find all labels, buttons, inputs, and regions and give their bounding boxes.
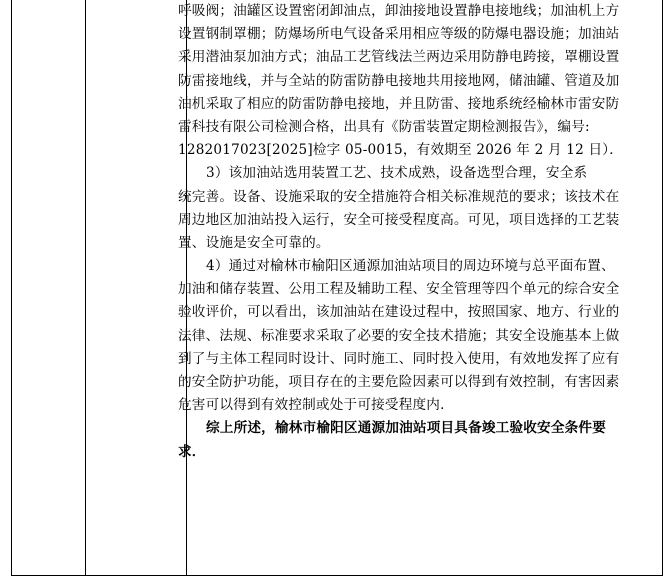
- text-line: 统完善。设备、设施采取的安全措施符合相关标准规范的要求；该技术在: [178, 188, 620, 205]
- text-line: 危害可以得到有效控制或处于可接受程度内．: [178, 397, 454, 414]
- conclusion-text: [178, 0, 658, 464]
- column-divider-1: [85, 0, 86, 576]
- text-line: 防雷接地线，并与全站的防雷防静电接地共用接地网，储油罐、管道及加: [178, 72, 620, 89]
- text-line: 加油和储存装置、公用工程及辅助工程、安全管理等四个单元的综合安全: [178, 281, 620, 298]
- text-line: 呼吸阀；油罐区设置密闭卸油点，卸油接地设置静电接地线；加油机上方: [178, 3, 620, 19]
- text-line: 的安全防护功能，项目存在的主要危险因素可以得到有效控制，有害因素: [178, 374, 620, 390]
- text-line: 油机采取了相应的防雷防静电接地，并且防雷、接地系统经榆林市雷安防: [178, 95, 620, 112]
- text-line: 周边地区加油站投入运行，安全可接受程度高。可见，项目选择的工艺装: [178, 211, 620, 228]
- text-line: 设置钢制罩棚；防爆场所电气设备采用相应等级的防爆电器设施；加油站: [178, 26, 620, 43]
- text-line: 法律、法规、标准要求采取了必要的安全技术措施；其安全设施基本上做: [178, 327, 620, 344]
- text-line: 置、设施是安全可靠的。: [178, 234, 330, 251]
- text-line: 验收评价，可以看出，该加油站在建设过程中，按照国家、地方、行业的: [178, 304, 620, 321]
- text-line: 综上所述，榆林市榆阳区通源加油站项目具备竣工验收安全条件要: [206, 420, 607, 437]
- text-line: 到了与主体工程同时设计、同时施工、同时投入使用，有效地发挥了应有: [178, 350, 620, 367]
- text-line: 求．: [178, 443, 206, 460]
- text-line: 雷科技有限公司检测合格，出具有《防雷装置定期检测报告》，编号:: [178, 118, 590, 135]
- text-line: 3）该加油站选用装置工艺、技术成熟，设备选型合理，安全系: [206, 165, 588, 182]
- text-line: 4）通过对榆林市榆阳区通源加油站项目的周边环境与总平面布置、: [206, 258, 615, 275]
- text-line: 1282017023[2025]检字 05-0015，有效期至 2026 年 2 月 12 日）．: [178, 142, 624, 159]
- text-line: 采用潜油泵加油方式；油品工艺管线法兰两边采用防静电跨接，罩棚设置: [178, 49, 620, 66]
